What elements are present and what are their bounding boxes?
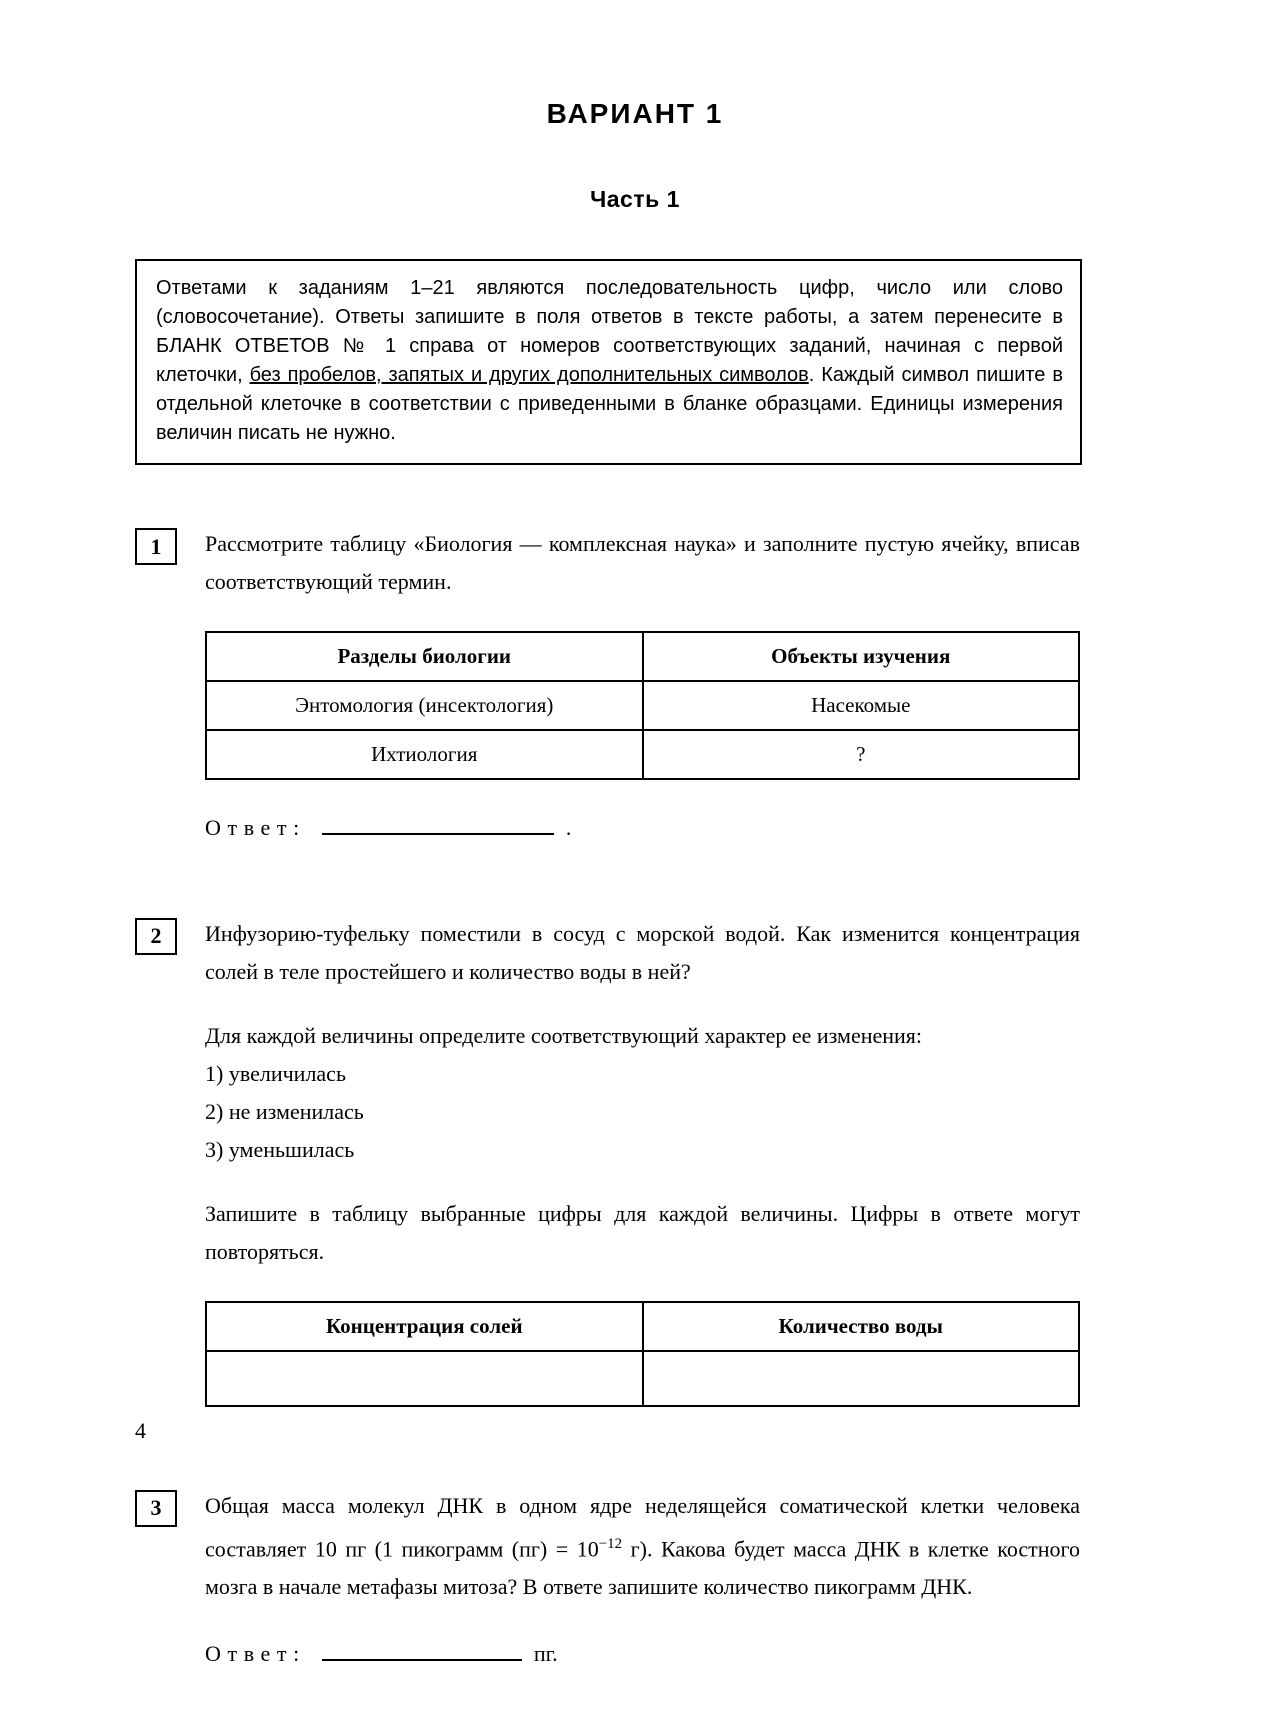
question-1-text: Рассмотрите таблицу «Биология — комплексная наука» и заполните пустую ячейку, вписав соответствующий термин. [205, 531, 1080, 594]
question-1-answer-line [205, 814, 1080, 841]
option-item: 3) уменьшилась [205, 1136, 355, 1162]
exponent: −12 [598, 1535, 623, 1552]
answer-label: Ответ: [205, 814, 306, 840]
variant-title: ВАРИАНТ 1 [546, 98, 724, 129]
question-1-table [205, 631, 1080, 780]
answer-suffix: пг. [533, 1641, 558, 1667]
instructions-box [135, 259, 1082, 465]
part-title: Часть 1 [590, 186, 680, 212]
instructions-text-after: . Каждый символ пишите в отдельной клеточке в соответствии с приведенными в бланке образцами. Единицы измерения величин писать не нужно. [156, 364, 1063, 444]
question-2-note: Запишите в таблицу выбранные цифры для каждой величины. Цифры в ответе могут повторяться. [205, 1200, 1080, 1264]
question-2-number-box: 2 [135, 918, 177, 955]
question-3-answer-line [205, 1640, 1080, 1667]
table-header-cell: Разделы биологии [206, 632, 643, 681]
table-cell: ? [643, 730, 1080, 779]
question-3-number-box: 3 [135, 1490, 177, 1527]
table-header-cell: Объекты изучения [643, 632, 1080, 681]
question-1-number-box: 1 [135, 528, 177, 565]
table-cell: Ихтиология [206, 730, 643, 779]
option-item: 1) увеличилась [205, 1060, 346, 1086]
table-row [206, 681, 1079, 730]
answer-label: Ответ: [205, 1641, 306, 1667]
answer-cell[interactable] [206, 1351, 643, 1406]
question-2 [135, 915, 1082, 1407]
answer-suffix: . [565, 814, 572, 840]
question-2-text: Инфузорию-туфельку поместили в сосуд с морской водой. Как изменится концентрация солей в теле простейшего и количество воды в ней? [205, 920, 1080, 984]
question-1 [135, 525, 1082, 841]
question-2-prompt: Для каждой величины определите соответствующий характер ее изменения: [205, 1022, 923, 1048]
table-header-cell: Концентрация солей [206, 1302, 643, 1351]
answer-cell[interactable] [643, 1351, 1080, 1406]
question-2-answer-table [205, 1301, 1080, 1407]
table-cell: Энтомология (инсектология) [206, 681, 643, 730]
question-3 [135, 1487, 1082, 1667]
table-row [206, 730, 1079, 779]
answer-blank[interactable] [322, 814, 554, 835]
question-3-text [205, 1487, 1080, 1606]
answer-blank[interactable] [322, 1640, 522, 1661]
table-cell: Насекомые [643, 681, 1080, 730]
page-number: 4 [135, 1418, 146, 1443]
instructions-text-before: Ответами к заданиям 1–21 являются последовательность цифр, число или слово (словосочетание). Ответы запишите в поля ответов в тексте работы, а затем перенесите в БЛАНК ОТВЕТОВ № 1 справа от номеров соответствующих заданий, начиная с первой клеточки, [156, 277, 1063, 386]
instructions-underlined-text: без пробелов, запятых и других дополнительных символов [249, 364, 809, 386]
option-item: 2) не изменилась [205, 1098, 364, 1124]
table-header-cell: Количество воды [643, 1302, 1080, 1351]
question-3-text-part2: г). Какова будет масса ДНК в клетке костного мозга в начале метафазы митоза? В ответе запишите количество пикограмм ДНК. [205, 1536, 1081, 1600]
table-header-row [206, 632, 1079, 681]
question-2-options [205, 1055, 1080, 1169]
answer-row [206, 1351, 1079, 1406]
question-3-text-part1: Общая масса молекул ДНК в одном ядре неделящейся соматической клетки человека составляет 10 пг (1 пикограмм (пг) = 10 [205, 1492, 1080, 1562]
table-header-row [206, 1302, 1079, 1351]
